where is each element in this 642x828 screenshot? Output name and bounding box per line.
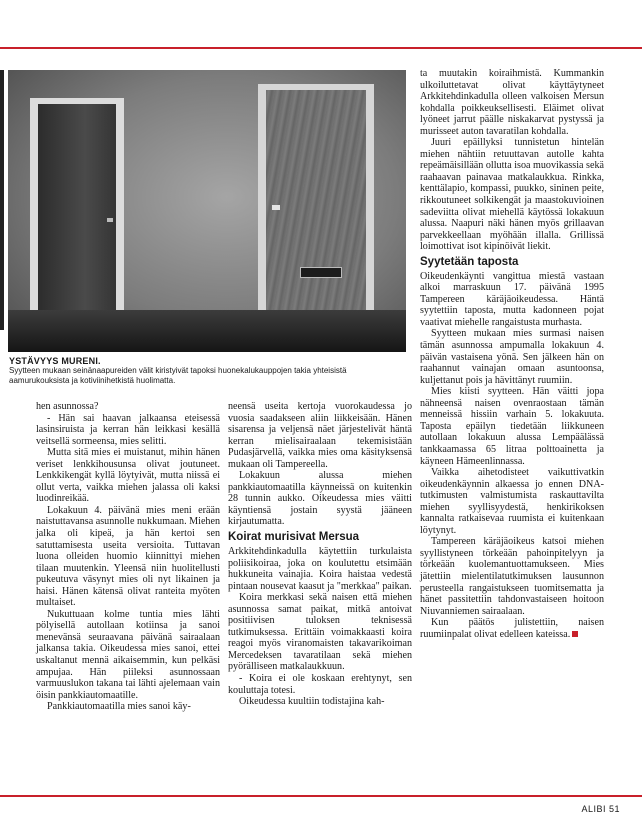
photo-caption-text: Syytteen mukaan seinänaapureiden välit kiristyivät tapoksi huonekalukauppojen takia yhteisistä aamurukouksista ja kotiviinihetkistä huolimatta. [9,366,347,385]
paragraph: Arkkitehdinkadulla käytettiin turkulaista poliisikoiraa, joka on koulutettu etsimään hukkuneita vainajia. Koira haistaa vedestä pintaan nousevat kaasut ja "merkkaa" paikan. [228,546,412,592]
left-edge-stripe [0,70,4,330]
paragraph: Nukuttuaan kolme tuntia mies lähti pölyisellä autollaan kotiinsa ja sanoi menevänsä seuraavana päivänä sairaalaan jalkansa takia. Oikeudessa mies sanoi, ettei uskaltanut mennä aikaisemmin, kun pelkäsi ampujaa. Hän piileksi asunnossaan varmuuslukon takana tai lähti ajelemaan vain öisin pankkiautomaatille. [36,608,220,701]
top-rule [0,47,642,49]
paragraph: - Hän sai haavan jalkaansa eteisessä lasinsiruista ja kerran hän leikkasi kesällä veitsellä sormeensa, mies selitti. [36,412,220,447]
subheading: Syytetään taposta [420,255,519,268]
paragraph: Oikeudessa kuultiin todistajina kah- [239,696,385,708]
paragraph: Lokakuun 4. päivänä mies meni erään naistuttavansa asunnolle nukkumaan. Miehen jalka oli kipeä, ja hän kertoi sen satuttamisesta useita versioita. Tuttavan luona olleiden huomio kiinnittyi miehen tilaan muutenkin. Yleensä niin huolitellusti pukeutuva väsynyt mies oli nyt likainen ja haisi. Hänen kätensä olivat ranteita myöten multaiset. [36,504,220,609]
bottom-rule [0,795,642,797]
page-folio: ALIBI 51 [581,804,620,814]
photo-caption-title: YSTÄVYYS MURENI. [9,356,101,366]
paragraph: Syytteen mukaan mies surmasi naisen tämän asunnossa ampumalla lokakuun 4. päivän vastaisena yönä. Sen jälkeen hän on raahannut vainajan omaan asuntoonsa, kuljettanut pois ja hävittänyt ruumiin. [420,328,604,386]
article-column-3 [420,68,604,640]
subheading: Koirat murisivat Mersua [228,531,360,544]
paragraph: Oikeudenkäynti vangittua miestä vastaan alkoi marraskuun 17. päivänä 1995 Tampereen käräjäoikeudessa. Häntä syytettiin taposta, mutta kadonneen pojat vaativat miehelle rangaistusta murhasta. [420,270,604,328]
paragraph: Mies kiisti syytteen. Hän väitti jopa nähneensä naisen ovenraostaan tämän menneissä hissiin varhain 5. lokakuuta. Taposta epäilyn tiedetään liikkuneen autollaan lokakuun alussa Lempäälässä tankkaamassa 65 litraa polttoainetta ja käyneen Hämeenlinnassa. [420,386,604,467]
paragraph: Lokakuun alussa miehen pankkiautomaatilla käynneissä on kuitenkin 28 tunnin aukko. Oikeudessa mies väitti käyntiensä jostain syystä jääneen kirjautumatta. [228,470,412,528]
article-column-1 [36,401,220,713]
paragraph-text: Kun päätös julistettiin, naisen ruumiinpalat olivat edelleen kateissa. [420,617,604,640]
right-door [266,90,366,336]
mail-slot [300,267,342,278]
left-door [38,104,116,334]
last-paragraph [420,617,604,640]
hallway-doors-photo [8,70,406,352]
photo-floor [8,310,406,352]
paragraph: - Koira ei ole koskaan erehtynyt, sen kouluttaja totesi. [228,673,412,696]
paragraph: Mutta sitä mies ei muistanut, mihin hänen veriset lenkkihousunsa olivat joutuneet. Lenkkikengät kyllä löytyivät, mutta niissä ei ollut verta, vaikka miehen jalassa oli kaksi luodinreikää. [36,447,220,505]
paragraph: Pankkiautomaatilla mies sanoi käy- [47,701,191,713]
paragraph: Tampereen käräjäoikeus katsoi miehen syyllistyneen törkeään pahoinpitelyyn ja törkeään kuolemantuottamukseen. Mies jätettiin mielentilatutkimuksen lausunnon perusteella rangaistukseen tuomitsematta ja hänet passitettiin tahdonvastaiseen hoitoon Niuvanniemen sairaalaan. [420,536,604,617]
left-door-handle [107,218,113,222]
right-door-handle [272,205,280,210]
paragraph: ta muutakin koiraihmistä. Kummankin ulkoiluttetavat olivat käyttäytyneet Arkkitehdinkadulla olleen valkoisen Mersun kohdalla poikkeuksellisesti. Eläimet olivat lyöneet jarrut päälle niskakarvat pystyssä ja murisseet auton tavaratilan kohdalla. [420,68,604,137]
article-column-2 [228,401,412,708]
paragraph: Juuri epäillyksi tunnistetun hintelän miehen nähtiin retuuttavan autolle kahta repeämäisillään ollutta isoa muovikassia sekä raahaavan painavaa matkalaukkua. Rinkka, kenttälapio, kompassi, puukko, sininen peite, rikkoutuneet solkikengät ja maastokuvioinen sadeviitta olivat miehellä käytössä lokakuun alussa. Naapuri näki hänen myös grillaavan parvekkeellaan myöhään illalla. Grillissä loimottivat isot kipinöivät liekit. [420,137,604,253]
paragraph: Vaikka aihetodisteet vaikuttivatkin oikeudenkäynnin alkaessa jo ennen DNA-tutkimusten valmistumista raskauttavilta miehen syyllisyydestä, henkirikoksen kannalta ratkaisevaa ruumista ei kuitenkaan löytynyt. [420,467,604,536]
paragraph: neensä useita kertoja vuorokaudessa jo vuosia saadakseen aliin liikkeisään. Hänen sisarensa ja veljensä näet järjestelivät häntä kerran mielisairaalaan tekemisistään Pudasjärvellä, vaikka mies oma käsityksensä mukaan oli Tampereella. [228,401,412,470]
end-of-article-mark [572,631,578,637]
paragraph: hen asunnossa? [36,401,99,412]
paragraph: Koira merkkasi sekä naisen että miehen asunnossa samat paikat, mitkä antoivat positiivisen tuloksen teknisessä tutkimuksessa. Erittäin voimakkaasti koira reagoi myös viranomaisten takavarikoiman Mercedeksen tavaratilaan sekä miehen pyörälliseen matkalaukkuun. [228,592,412,673]
